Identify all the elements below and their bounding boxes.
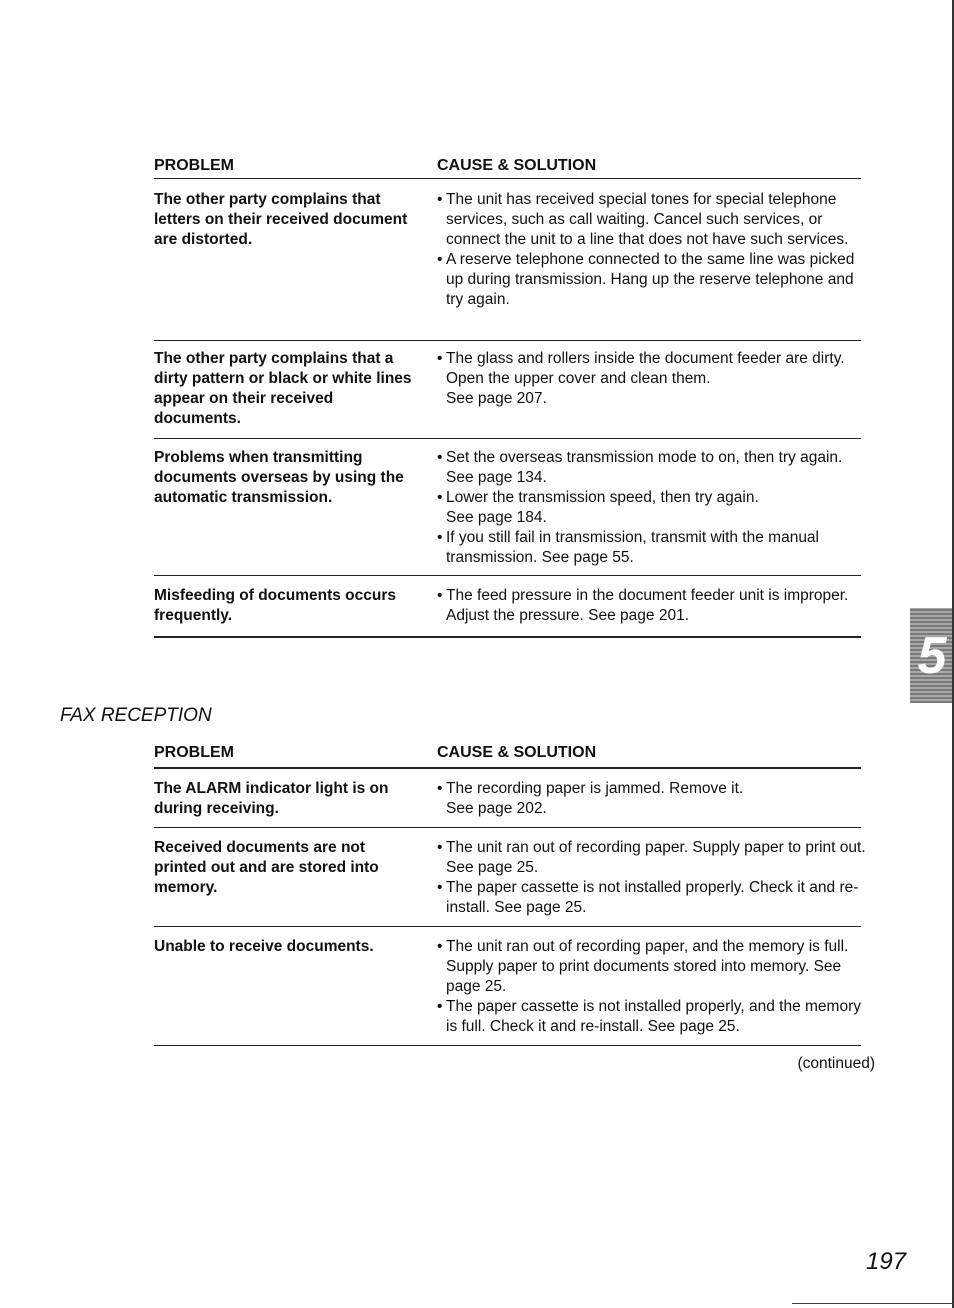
solution-bullet: • The unit ran out of recording paper, and the memory is full. Supply paper to print documents stored into memory. See page 25. <box>437 938 849 995</box>
chapter-number: 5 <box>917 627 947 685</box>
row-divider <box>154 926 861 927</box>
cause-solution-header: CAUSE & SOLUTION <box>437 157 597 174</box>
page-number: 197 <box>866 1248 907 1275</box>
footer-rule <box>792 1303 954 1304</box>
header-rule <box>154 178 861 179</box>
solution-bullet: • The feed pressure in the document feeder unit is improper. Adjust the pressure. See page 201. <box>437 587 849 624</box>
solution-bullet: • The glass and rollers inside the document feeder are dirty. Open the upper cover and clean them. <box>437 350 845 387</box>
solution-bullet: • The unit has received special tones for special telephone services, such as call waiting. Cancel such services, or connect the unit to a line that does not have such services. <box>437 191 849 248</box>
solution-bullet: • The recording paper is jammed. Remove it. <box>437 780 744 797</box>
see-page-note: See page 184. <box>446 509 547 526</box>
solution-cell <box>437 190 867 310</box>
solution-bullet: • Set the overseas transmission mode to on, then try again. See page 134. <box>437 449 843 486</box>
problem-text: Misfeeding of documents occurs frequently. <box>154 587 397 624</box>
solution-cell <box>437 586 867 626</box>
see-page-note: See page 202. <box>446 800 547 817</box>
table-end-rule <box>154 1045 861 1046</box>
continued-label: (continued) <box>797 1055 875 1072</box>
solution-bullet: • A reserve telephone connected to the same line was picked up during transmission. Hang up the reserve telephone and try again. <box>437 251 855 308</box>
problem-text: The ALARM indicator light is on during receiving. <box>154 780 389 817</box>
solution-cell <box>437 448 867 568</box>
solution-cell <box>437 838 867 918</box>
problem-header: PROBLEM <box>154 744 234 761</box>
row-divider <box>154 438 861 439</box>
solution-bullet: • Lower the transmission speed, then try again. <box>437 489 759 506</box>
header-rule <box>154 767 861 769</box>
problem-text: The other party complains that letters on their received document are distorted. <box>154 191 408 248</box>
solution-cell <box>437 349 867 409</box>
solution-bullet: • The unit ran out of recording paper. Supply paper to print out. See page 25. <box>437 839 866 876</box>
solution-cell <box>437 779 867 819</box>
row-divider <box>154 340 861 341</box>
see-page-note: See page 207. <box>446 390 547 407</box>
problem-text: Problems when transmitting documents overseas by using the automatic transmission. <box>154 449 404 506</box>
chapter-tab <box>910 608 954 703</box>
table-end-rule <box>154 636 861 638</box>
cause-solution-header: CAUSE & SOLUTION <box>437 744 597 761</box>
section-title: FAX RECEPTION <box>60 705 212 726</box>
problem-text: The other party complains that a dirty pattern or black or white lines appear on their received documents. <box>154 350 412 427</box>
row-divider <box>154 575 861 576</box>
problem-text: Received documents are not printed out and are stored into memory. <box>154 839 379 896</box>
solution-bullet: • The paper cassette is not installed properly. Check it and re-install. See page 25. <box>437 879 859 916</box>
problem-text: Unable to receive documents. <box>154 938 374 955</box>
solution-cell <box>437 937 867 1037</box>
solution-bullet: • If you still fail in transmission, transmit with the manual transmission. See page 55. <box>437 529 819 566</box>
row-divider <box>154 827 861 828</box>
problem-header: PROBLEM <box>154 157 234 174</box>
solution-bullet: • The paper cassette is not installed properly, and the memory is full. Check it and re-install. See page 25. <box>437 998 861 1035</box>
